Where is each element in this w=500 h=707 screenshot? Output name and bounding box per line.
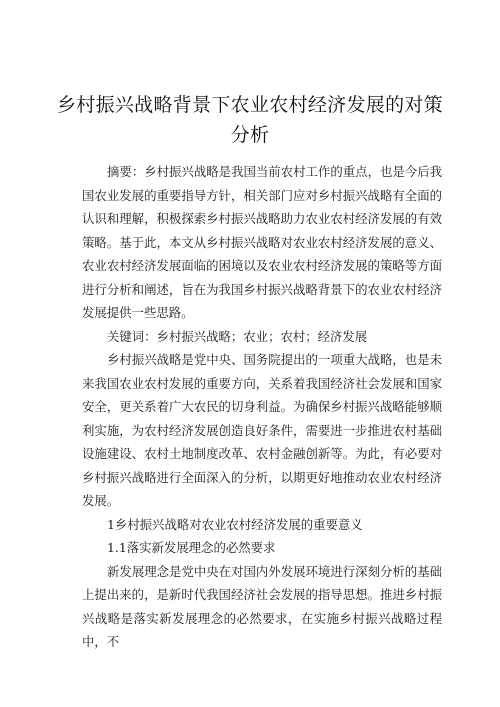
subsection-heading-1-1: 1.1落实新发展理念的必然要求 bbox=[107, 540, 276, 555]
document-body bbox=[82, 160, 442, 654]
abstract-paragraph: 摘要：乡村振兴战略是我国当前农村工作的重点，也是今后我国农业发展的重要指导方针，相关部门应对乡村振兴战略有全面的认识和理解，积极探索乡村振兴战略助力农业农村经济发展的有效策略。基于此，本文从乡村振兴战略对农业农村经济发展的意义、农业农村经济发展面临的困境以及农业农村经济发展的策略等方面进行分析和阐述，旨在为我国乡村振兴战略背景下的农业农村经济发展提供一些思路。 bbox=[82, 164, 442, 320]
section-heading-1: 1乡村振兴战略对农业农村经济发展的重要意义 bbox=[107, 516, 363, 532]
title-line-2: 分析 bbox=[230, 124, 270, 146]
intro-paragraph: 乡村振兴战略是党中央、国务院提出的一项重大战略，也是未来我国农业农村发展的重要方向，关系着我国经济社会发展和国家安全，更关系着广大农民的切身利益。为确保乡村振兴战略能够顺利实施，为农村经济发展创造良好条件，需要进一步推进农村基础设施建设、农村土地制度改革、农村金融创新等。为此，有必要对乡村振兴战略进行全面深入的分析，以期更好地推动农业农村经济发展。 bbox=[82, 352, 442, 508]
title-line-1: 乡村振兴战略背景下农业农村经济发展的对策 bbox=[56, 94, 443, 116]
keywords-paragraph: 关键词：乡村振兴战略；农业；农村；经济发展 bbox=[107, 328, 368, 344]
body-paragraph-1-1: 新发展理念是党中央在对国内外发展环境进行深刻分析的基础上提出来的，是新时代我国经济社会发展的指导思想。推进乡村振兴战略是落实新发展理念的必然要求，在实施乡村振兴战略过程中，不 bbox=[82, 563, 442, 649]
document-title bbox=[40, 90, 460, 150]
